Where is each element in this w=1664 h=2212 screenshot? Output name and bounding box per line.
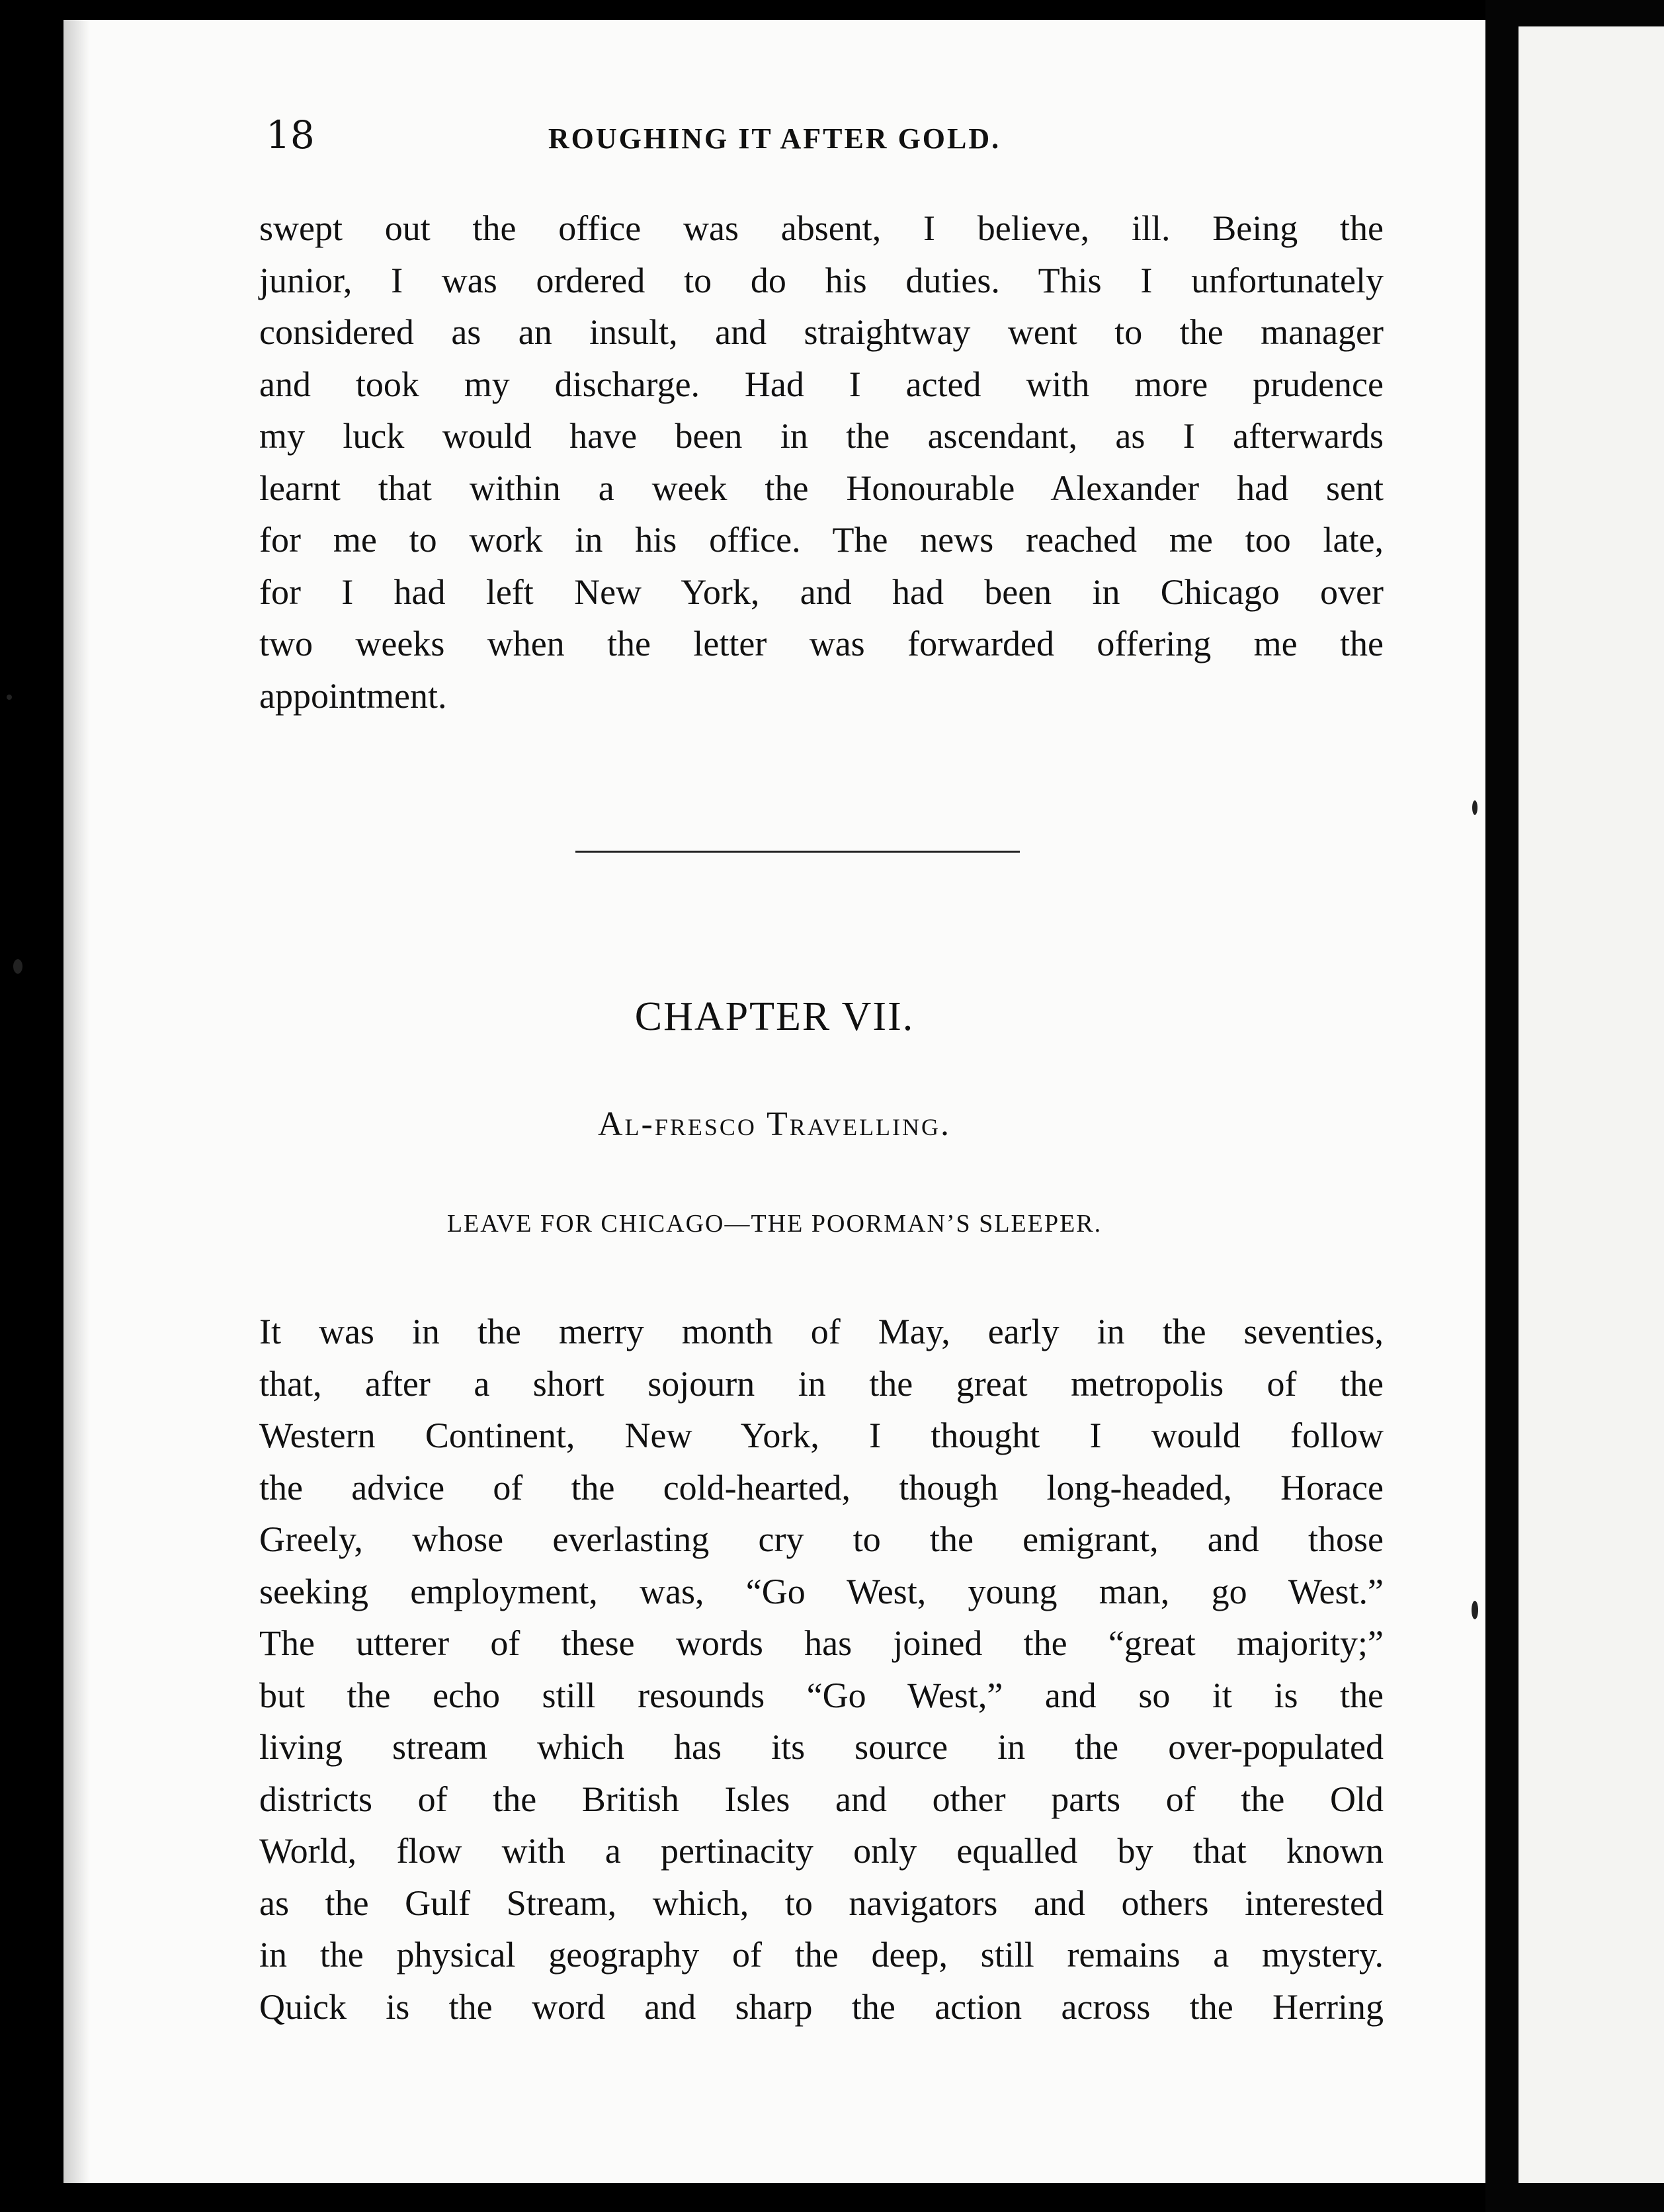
scan-speck (1472, 800, 1477, 815)
text-line: Quick is the word and sharp the action across the Herring (259, 1986, 1384, 2027)
book-page (63, 20, 1485, 2183)
text-line: junior, I was ordered to do his duties. This I unfortunately (259, 260, 1384, 300)
text-line: appointment. (259, 675, 447, 716)
text-line: for me to work in his office. The news reached me too late, (259, 520, 1384, 560)
running-title: ROUGHING IT AFTER GOLD. (548, 122, 1001, 155)
chapter-number: CHAPTER VII. (634, 994, 915, 1039)
text-line: in the physical geography of the deep, still remains a mystery. (259, 1935, 1384, 1975)
scan-speck (1472, 1601, 1478, 1619)
text-line: learnt that within a week the Honourable Alexander had sent (259, 468, 1384, 508)
text-line: two weeks when the letter was forwarded offering me the (259, 624, 1384, 663)
paragraph-continued (259, 202, 1384, 722)
text-line: It was in the merry month of May, early in the seventies, (259, 1312, 1384, 1351)
text-line: districts of the British Isles and other parts of the Old (259, 1779, 1384, 1819)
text-line: living stream which has its source in the over-populated (259, 1727, 1384, 1767)
text-line: Greely, whose everlasting cry to the emigrant, and those (259, 1519, 1384, 1559)
text-line: Western Continent, New York, I thought I would follow (259, 1416, 1384, 1455)
page-shadow (63, 20, 90, 2183)
text-line: that, after a short sojourn in the great metropolis of the (259, 1363, 1384, 1404)
text-line: for I had left New York, and had been in Chicago over (259, 572, 1384, 612)
text-line: considered as an insult, and straightway went to the manager (259, 312, 1384, 352)
scan-speck (13, 959, 22, 974)
text-line: the advice of the cold-hearted, though long-headed, Horace (259, 1467, 1384, 1508)
text-line: seeking employment, was, “Go West, young man, go West.” (259, 1571, 1384, 1611)
running-head (63, 112, 1485, 165)
text-line: but the echo still resounds “Go West,” and so it is the (259, 1675, 1384, 1715)
facing-page-edge (1518, 26, 1664, 2183)
section-rule (575, 851, 1020, 853)
scan-speck (7, 695, 12, 700)
text-line: my luck would have been in the ascendant, as I afterwards (259, 416, 1384, 456)
text-line: The utterer of these words has joined the “great majority;” (259, 1623, 1384, 1663)
text-line: as the Gulf Stream, which, to navigators and others interested (259, 1883, 1384, 1923)
chapter-summary: LEAVE FOR CHICAGO—THE POORMAN’S SLEEPER. (446, 1210, 1102, 1238)
chapter-opening-paragraph (259, 1306, 1384, 2033)
page-number: 18 (266, 112, 315, 157)
text-line: swept out the office was absent, I believe, ill. Being the (259, 208, 1384, 248)
text-line: World, flow with a pertinacity only equalled by that known (259, 1831, 1384, 1871)
chapter-title: Al-fresco Travelling. (597, 1105, 952, 1143)
text-line: and took my discharge. Had I acted with more prudence (259, 364, 1384, 404)
